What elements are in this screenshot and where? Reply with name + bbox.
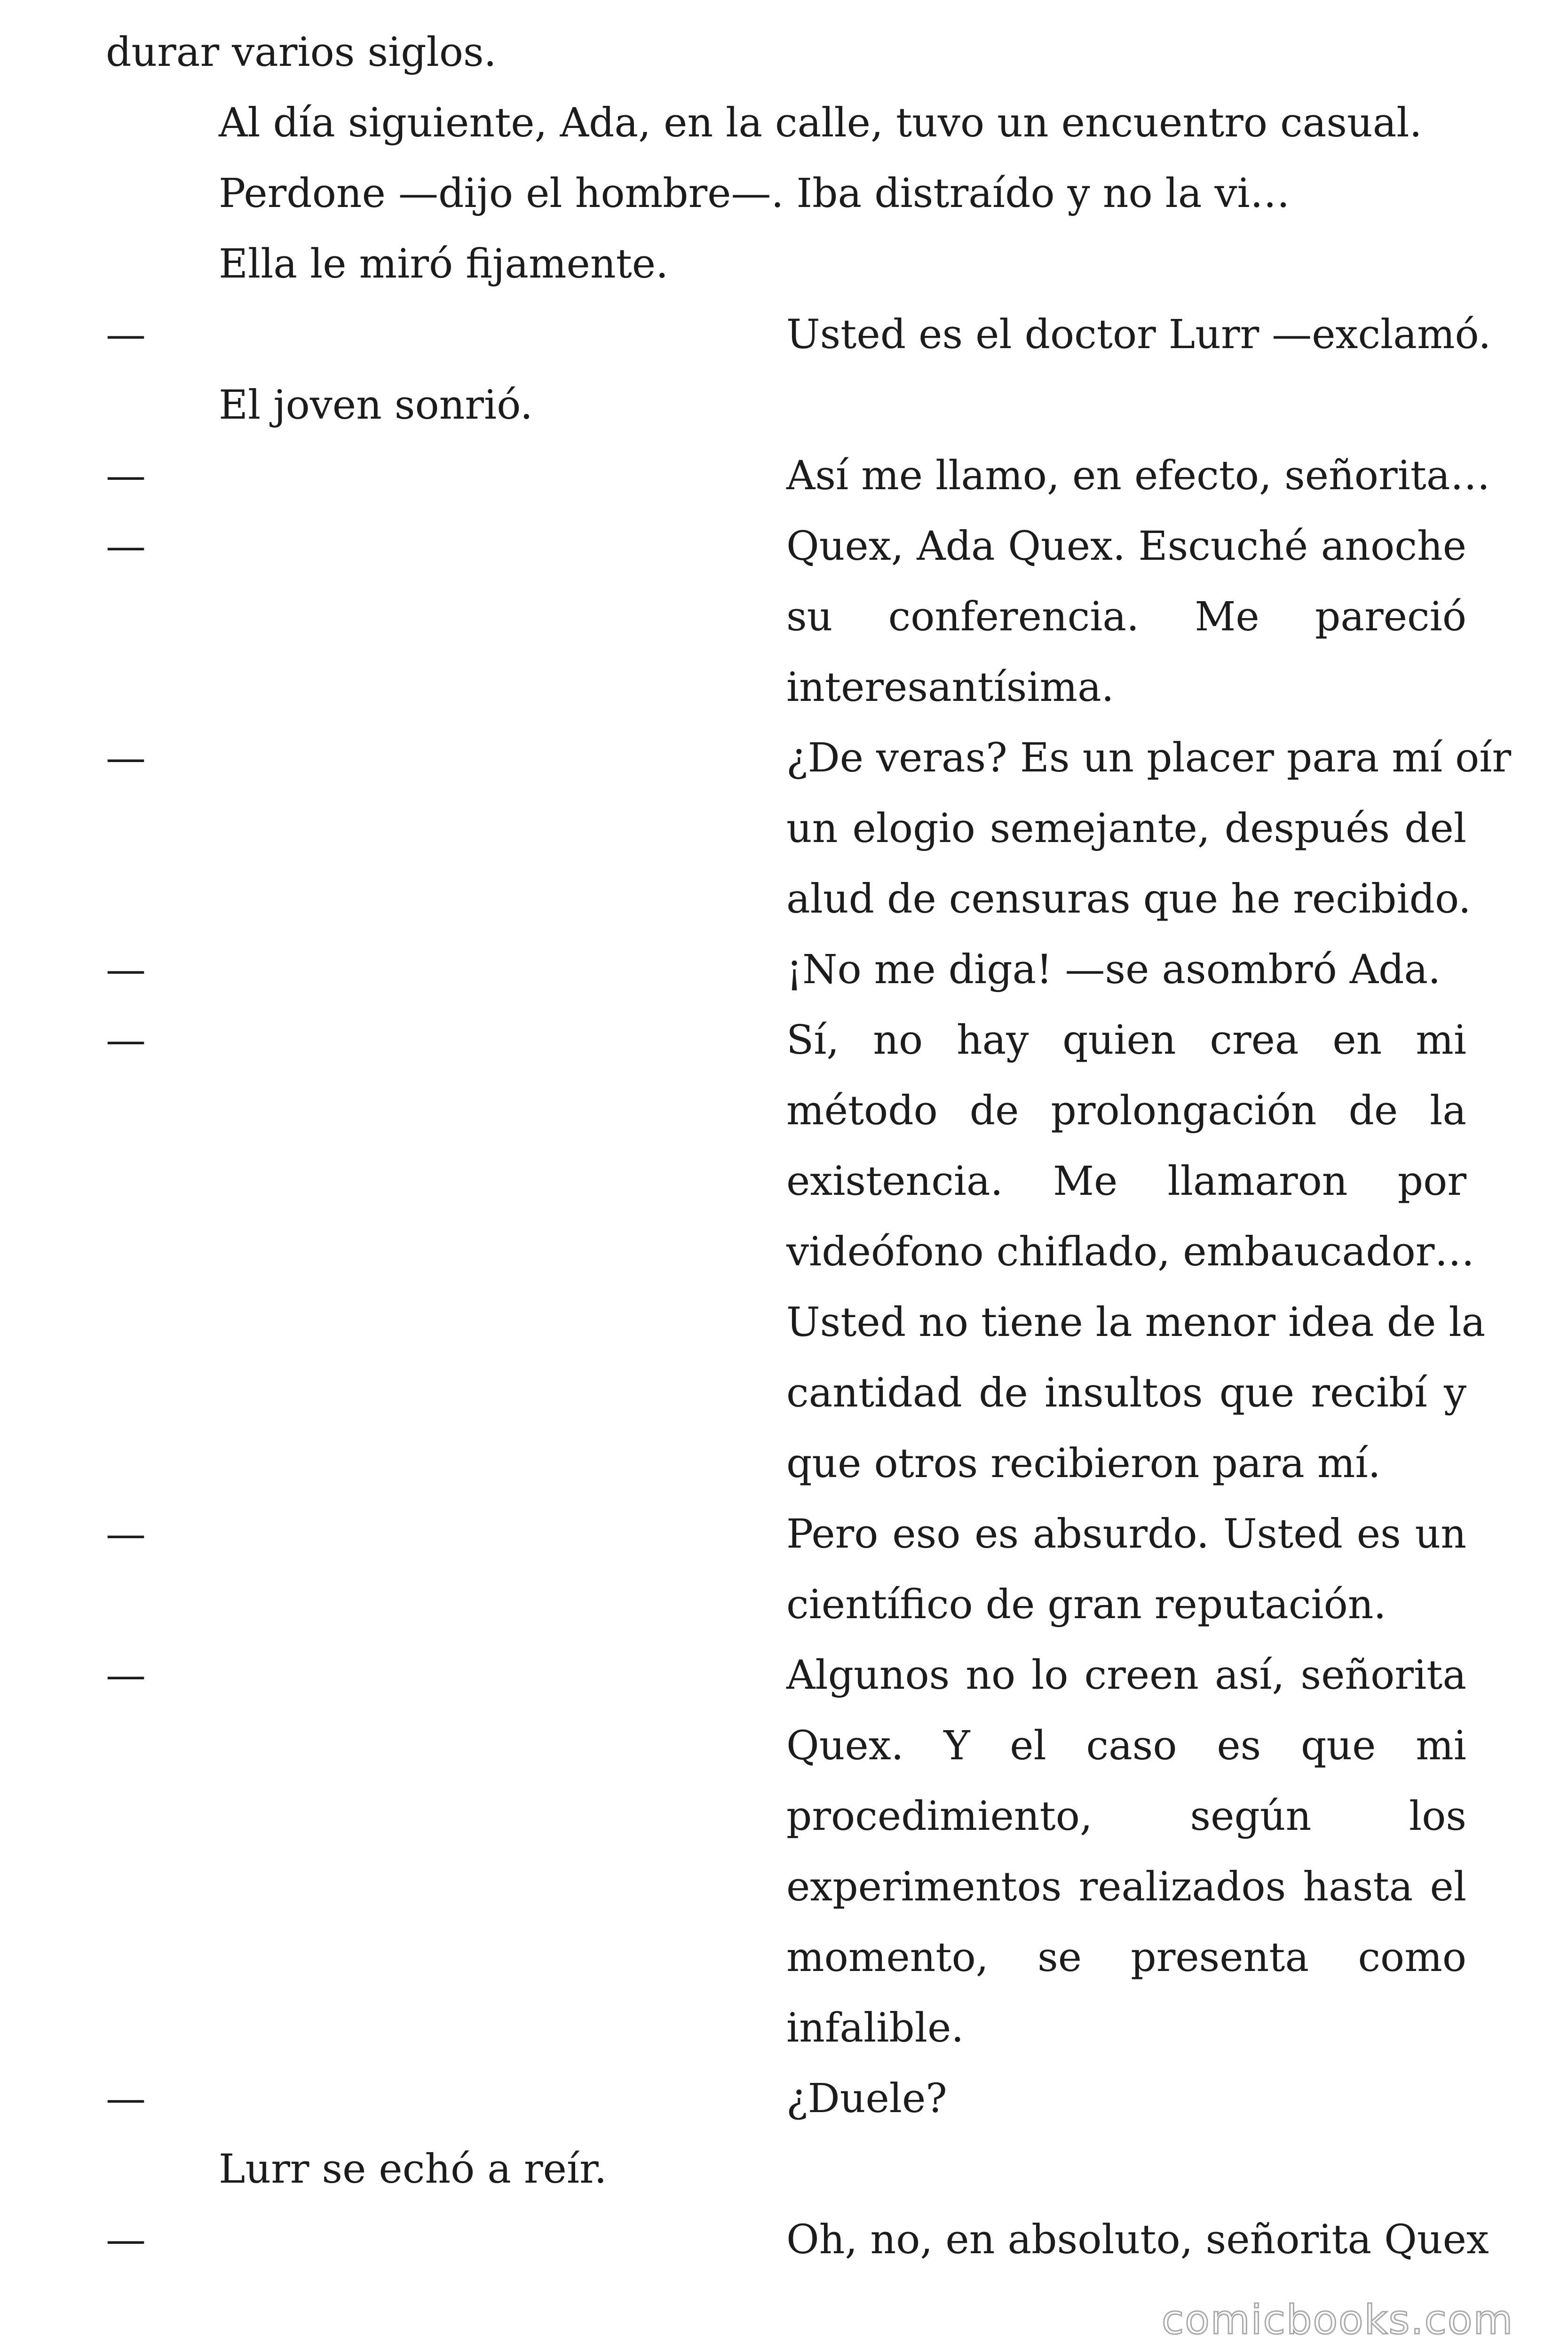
text-line-row: [0, 1993, 1568, 2064]
narration-text: durar varios siglos.: [106, 29, 497, 76]
dialogue-text: Pero eso es absurdo. Usted es un: [786, 1511, 1466, 1557]
text-line-row: [0, 582, 1568, 652]
dialogue-text: cantidad de insultos que recibí y: [786, 1370, 1466, 1416]
text-line-row: [0, 794, 1568, 864]
text-line-row: [0, 441, 1568, 511]
text-line-row: [0, 864, 1568, 935]
text-line-row: [0, 1781, 1568, 1852]
dialogue-text: Así me llamo, en efecto, señorita…: [786, 453, 1490, 499]
dialogue-dash: —: [106, 1511, 146, 1557]
text-line-row: [0, 652, 1568, 723]
dialogue-text: Quex, Ada Quex. Escuché anoche: [786, 523, 1466, 570]
dialogue-dash: —: [106, 1652, 146, 1699]
text-line-row: [0, 2205, 1568, 2275]
text-line-row: [0, 370, 1568, 441]
dialogue-text: infalible.: [786, 2005, 964, 2051]
dialogue-text: su conferencia. Me pareció: [786, 594, 1466, 640]
text-line-row: [0, 88, 1568, 159]
dialogue-dash: —: [106, 946, 146, 993]
dialogue-text: Algunos no lo creen así, señorita: [786, 1652, 1466, 1699]
text-line-row: [0, 723, 1568, 794]
dialogue-text: ¿Duele?: [786, 2075, 947, 2122]
dialogue-dash: —: [106, 523, 146, 570]
dialogue-text: que otros recibieron para mí.: [786, 1440, 1381, 1487]
text-line-row: [0, 1217, 1568, 1287]
dialogue-dash: —: [106, 2075, 146, 2122]
dialogue-text: Oh, no, en absoluto, señorita Quex: [786, 2217, 1489, 2263]
text-line-row: [0, 1429, 1568, 1499]
text-line-row: [0, 511, 1568, 582]
text-line-row: [0, 1852, 1568, 1923]
text-line-row: [0, 1711, 1568, 1781]
narration-text: Perdone —dijo el hombre—. Iba distraído y no la vi…: [219, 170, 1290, 217]
dialogue-text: Usted es el doctor Lurr —exclamó.: [786, 311, 1491, 358]
dialogue-dash: —: [106, 1017, 146, 1064]
narration-text: Al día siguiente, Ada, en la calle, tuvo un encuentro casual.: [219, 100, 1422, 146]
narration-text: El joven sonrió.: [219, 382, 533, 429]
dialogue-dash: —: [106, 735, 146, 781]
text-line-row: [0, 1923, 1568, 1993]
text-line-row: [0, 1005, 1568, 1076]
text-line-row: [0, 1499, 1568, 1570]
dialogue-text: experimentos realizados hasta el: [786, 1864, 1466, 1910]
text-line-row: [0, 1076, 1568, 1146]
text-line-row: [0, 1570, 1568, 1640]
text-line-row: [0, 1146, 1568, 1217]
text-line-row: [0, 159, 1568, 229]
dialogue-text: ¿De veras? Es un placer para mí oír: [786, 735, 1512, 781]
watermark: comicbooks.com: [1162, 2296, 1514, 2344]
dialogue-text: un elogio semejante, después del: [786, 805, 1466, 852]
dialogue-text: videófono chiflado, embaucador…: [786, 1229, 1475, 1275]
text-line-row: [0, 2064, 1568, 2134]
dialogue-text: Sí, no hay quien crea en mi: [786, 1017, 1466, 1064]
text-line-row: [0, 229, 1568, 300]
text-line-row: [0, 935, 1568, 1005]
dialogue-text: existencia. Me llamaron por: [786, 1158, 1466, 1205]
text-line-row: [0, 17, 1568, 88]
text-line-row: [0, 2134, 1568, 2205]
text-line-row: [0, 1358, 1568, 1429]
dialogue-text: procedimiento, según los: [786, 1793, 1466, 1840]
dialogue-dash: —: [106, 2217, 146, 2263]
dialogue-dash: —: [106, 311, 146, 358]
text-line-row: [0, 1287, 1568, 1358]
dialogue-text: alud de censuras que he recibido.: [786, 876, 1471, 922]
dialogue-text: Quex. Y el caso es que mi: [786, 1723, 1466, 1769]
dialogue-text: interesantísima.: [786, 664, 1114, 711]
text-line-row: [0, 300, 1568, 370]
dialogue-text: científico de gran reputación.: [786, 1581, 1386, 1628]
dialogue-text: momento, se presenta como: [786, 1934, 1466, 1981]
dialogue-text: ¡No me diga! —se asombró Ada.: [786, 946, 1441, 993]
narration-text: Lurr se echó a reír.: [219, 2146, 607, 2193]
dialogue-text: Usted no tiene la menor idea de la: [786, 1299, 1486, 1346]
text-line-row: [0, 1640, 1568, 1711]
dialogue-text: método de prolongación de la: [786, 1088, 1466, 1134]
narration-text: Ella le miró fijamente.: [219, 241, 669, 287]
dialogue-dash: —: [106, 453, 146, 499]
